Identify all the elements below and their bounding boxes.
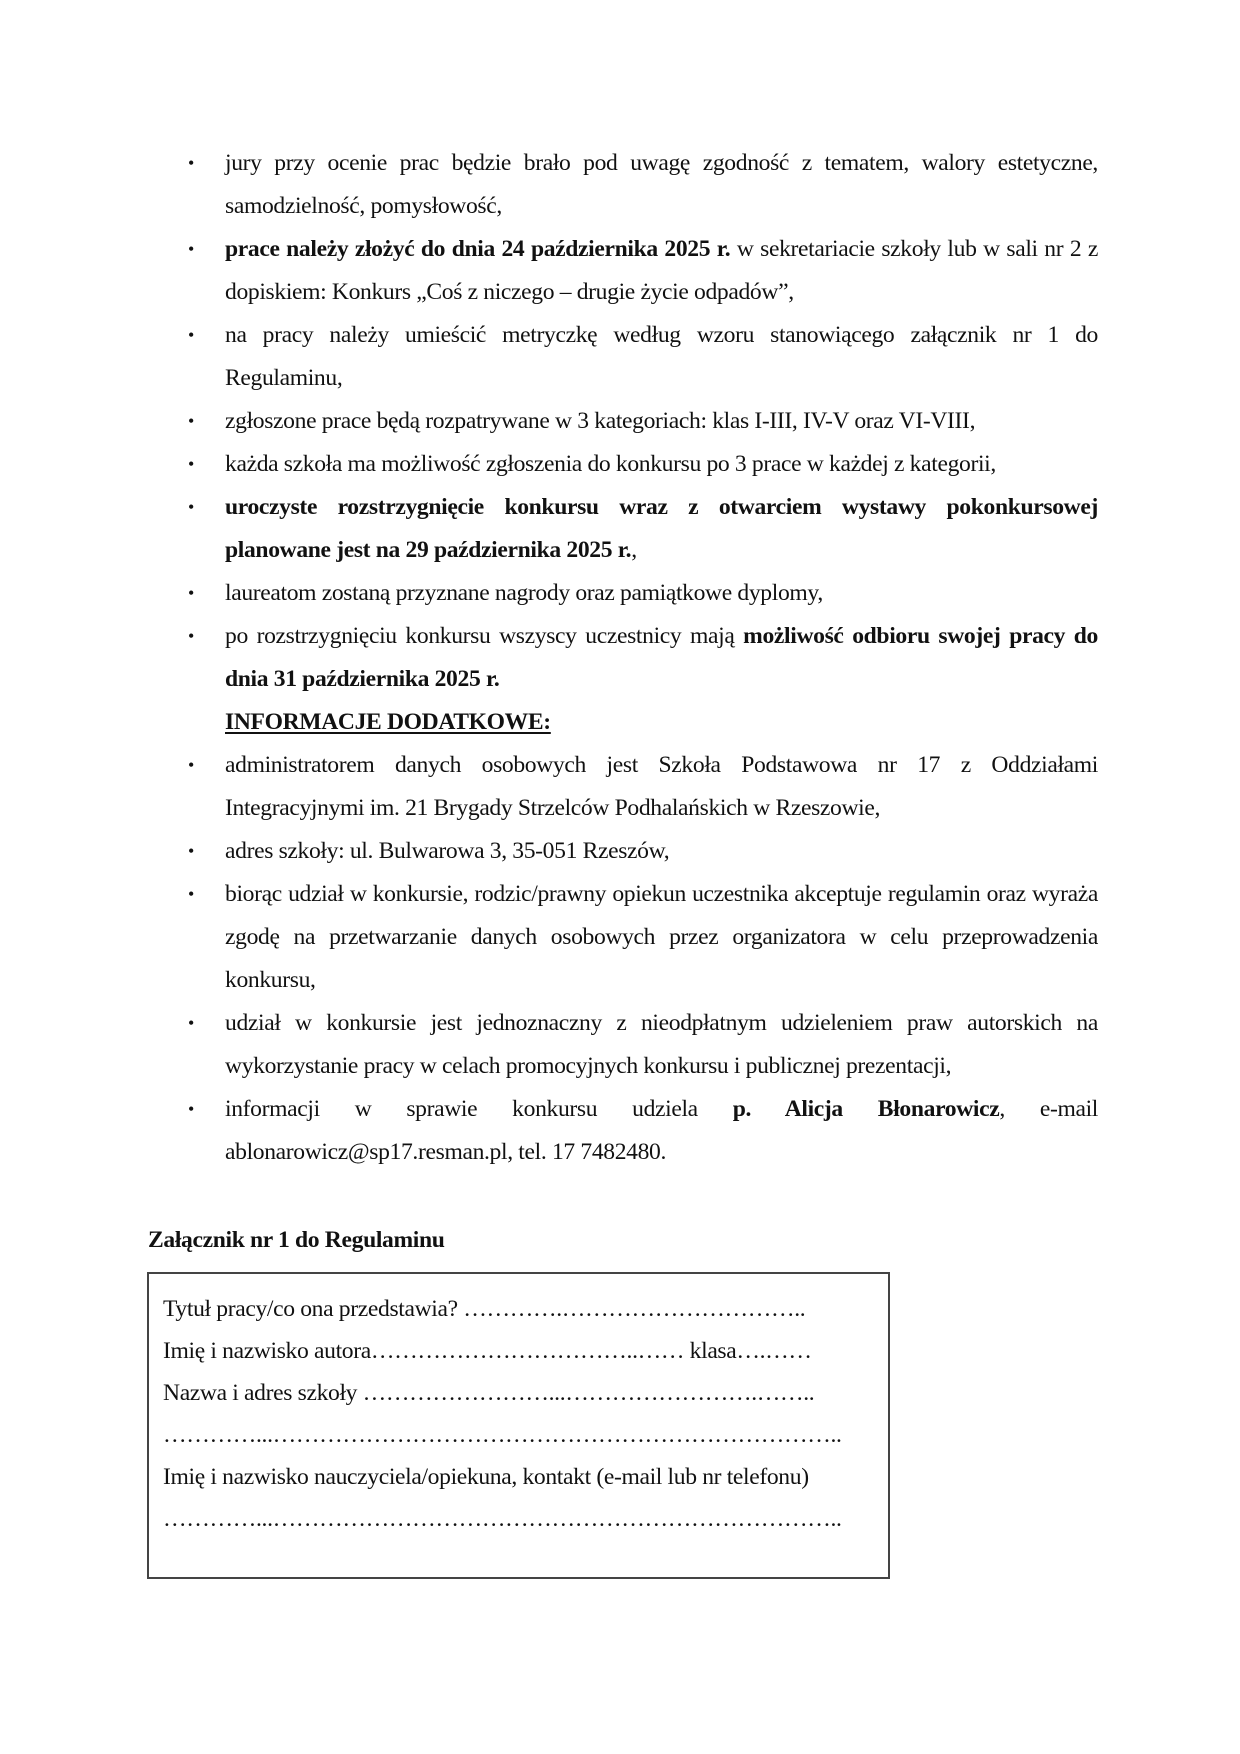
annex-title: Załącznik nr 1 do Regulaminu bbox=[148, 1227, 445, 1253]
form-line: Nazwa i adres szkoły ……………………...…………………….…….. bbox=[163, 1380, 815, 1406]
bold-text: możliwość odbioru swojej pracy do dnia 31 października 2025 r. bbox=[225, 623, 1098, 692]
text: adres szkoły: ul. Bulwarowa 3, 35-051 Rzeszów, bbox=[225, 838, 670, 864]
bold-text: prace należy złożyć do dnia 24 października 2025 r. bbox=[225, 236, 731, 262]
additional_items-item bbox=[188, 873, 1098, 1002]
text: administratorem danych osobowych jest Szkoła Podstawowa nr 17 z Oddziałami Integracyjnymi im. 21 Brygady Strzelców Podhalańskich w Rzeszowie, bbox=[225, 752, 1098, 821]
text: na pracy należy umieścić metryczkę według wzoru stanowiącego załącznik nr 1 do Regulaminu, bbox=[225, 322, 1098, 391]
text: , e-mail ablonarowicz@sp17.resman.pl, tel. 17 7482480. bbox=[225, 1096, 1099, 1165]
text: jury przy ocenie prac będzie brało pod uwagę zgodność z tematem, walory estetyczne, samodzielność, pomysłowość, bbox=[225, 150, 1098, 219]
list_items-item bbox=[188, 228, 1098, 314]
text: , bbox=[631, 537, 637, 563]
form-line: Tytuł pracy/co ona przedstawia? ………….………………………….. bbox=[163, 1296, 806, 1322]
bullet-icon: • bbox=[188, 1013, 194, 1033]
bold-text: p. Alicja Błonarowicz bbox=[732, 1096, 1000, 1122]
additional-info-heading-row bbox=[188, 701, 1098, 744]
bullet-icon: • bbox=[188, 411, 194, 431]
bullet-icon: • bbox=[188, 153, 194, 173]
list_items-item bbox=[188, 142, 1098, 228]
list_items-item bbox=[188, 486, 1098, 572]
text: biorąc udział w konkursie, rodzic/prawny opiekun uczestnika akceptuje regulamin oraz wyraża zgodę na przetwarzanie danych osobowych przez organizatora w celu przeprowadzenia konkursu, bbox=[225, 881, 1098, 993]
bold-text: uroczyste rozstrzygnięcie konkursu wraz z otwarciem wystawy pokonkursowej planowane jest na 29 października 2025 r. bbox=[225, 494, 1098, 563]
text: każda szkoła ma możliwość zgłoszenia do konkursu po 3 prace w każdej z kategorii, bbox=[225, 451, 996, 477]
bullet-icon: • bbox=[188, 884, 194, 904]
additional-info-heading: INFORMACJE DODATKOWE: bbox=[225, 709, 551, 735]
bullet-icon: • bbox=[188, 239, 194, 259]
text: informacji w sprawie konkursu udziela bbox=[225, 1096, 733, 1122]
metric-form-lines bbox=[163, 1288, 883, 1540]
additional_items-item bbox=[188, 744, 1098, 830]
text: w sekretariacie szkoły lub w sali nr 2 z dopiskiem: Konkurs „Coś z niczego – drugie życie odpadów”, bbox=[225, 236, 1098, 305]
text: udział w konkursie jest jednoznaczny z nieodpłatnym udzieleniem praw autorskich na wykorzystanie pracy w celach promocyjnych konkursu i publicznej prezentacji, bbox=[225, 1010, 1098, 1079]
text: po rozstrzygnięciu konkursu wszyscy uczestnicy mają bbox=[225, 623, 744, 649]
list_items-item bbox=[188, 615, 1098, 701]
rules-list bbox=[188, 142, 1098, 1174]
additional_items-item bbox=[188, 1088, 1098, 1174]
bullet-icon: • bbox=[188, 583, 194, 603]
list_items-item bbox=[188, 400, 1098, 443]
list_items-item bbox=[188, 443, 1098, 486]
list_items-item bbox=[188, 314, 1098, 400]
bullet-icon: • bbox=[188, 755, 194, 775]
bullet-icon: • bbox=[188, 841, 194, 861]
bullet-icon: • bbox=[188, 1099, 194, 1119]
metric-form-box bbox=[147, 1272, 890, 1579]
bullet-icon: • bbox=[188, 497, 194, 517]
form-line: …………...……………………………………………………………….. bbox=[163, 1506, 842, 1532]
form-line: …………...……………………………………………………………….. bbox=[163, 1422, 842, 1448]
bullet-icon: • bbox=[188, 454, 194, 474]
additional_items-item bbox=[188, 1002, 1098, 1088]
bullet-icon: • bbox=[188, 626, 194, 646]
form-line: Imię i nazwisko nauczyciela/opiekuna, kontakt (e-mail lub nr telefonu) bbox=[163, 1464, 809, 1490]
bullet-icon: • bbox=[188, 325, 194, 345]
list_items-item bbox=[188, 572, 1098, 615]
text: zgłoszone prace będą rozpatrywane w 3 kategoriach: klas I-III, IV-V oraz VI-VIII, bbox=[225, 408, 976, 434]
additional_items-item bbox=[188, 830, 1098, 873]
form-line: Imię i nazwisko autora……………………………..…… klasa….…… bbox=[163, 1338, 812, 1364]
text: laureatom zostaną przyznane nagrody oraz pamiątkowe dyplomy, bbox=[225, 580, 823, 606]
